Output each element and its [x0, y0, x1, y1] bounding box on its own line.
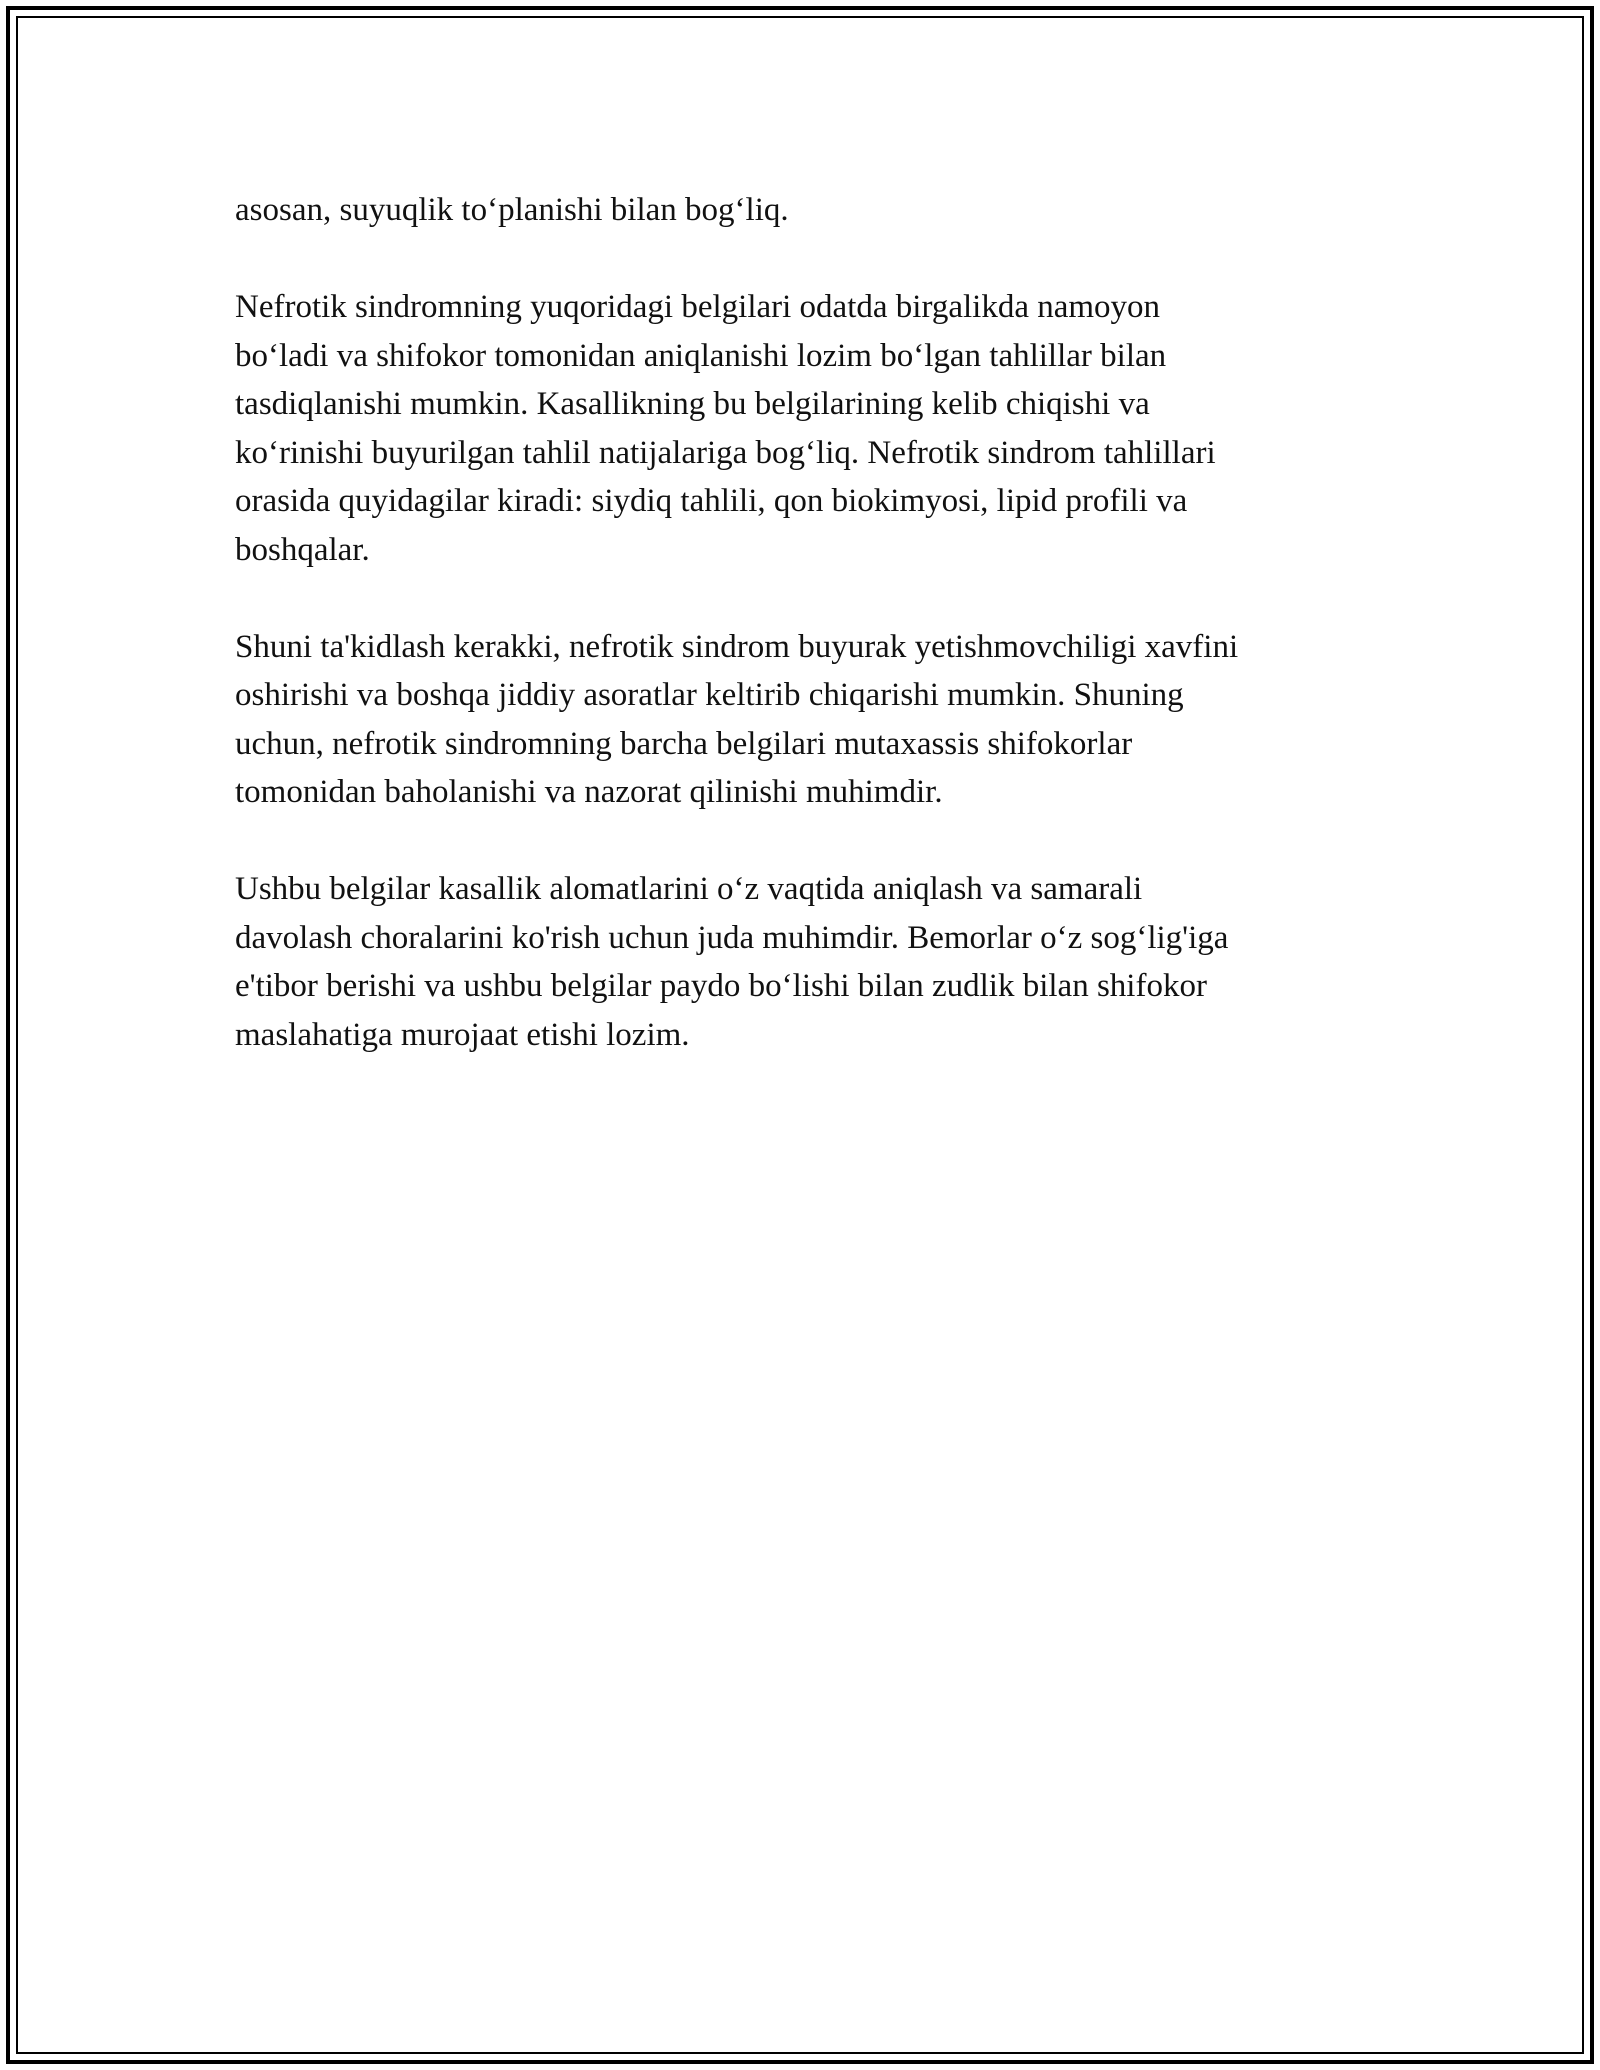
text-line: uchun, nefrotik sindromning barcha belgilari mutaxassis shifokorlar [235, 725, 1133, 762]
text-line: tomonidan baholanishi va nazorat qilinishi muhimdir. [235, 774, 943, 810]
paragraph-4 [235, 865, 1370, 1059]
text-line: maslahatiga murojaat etishi lozim. [235, 1016, 690, 1053]
document-body [235, 186, 1370, 1108]
text-line: Ushbu belgilar kasallik alomatlarini o‘z vaqtida aniqlash va samarali [235, 871, 1143, 907]
text-line: Nefrotik sindromning yuqoridagi belgilari odatda birgalikda namoyon [235, 289, 1161, 325]
paragraph-3 [235, 623, 1370, 817]
text-line: Shuni ta'kidlash kerakki, nefrotik sindrom buyurak yetishmovchiligi xavfini [235, 628, 1239, 665]
text-line: orasida quyidagilar kiradi: siydiq tahlili, qon biokimyosi, lipid profili va [235, 483, 1188, 519]
text-line: asosan, suyuqlik to‘planishi bilan bog‘liq. [235, 192, 789, 228]
text-line: ko‘rinishi buyurilgan tahlil natijalariga bog‘liq. Nefrotik sindrom tahlillari [235, 434, 1216, 471]
text-line: oshirishi va boshqa jiddiy asoratlar keltirib chiqarishi mumkin. Shuning [235, 677, 1184, 713]
text-line: e'tibor berishi va ushbu belgilar paydo bo‘lishi bilan zudlik bilan shifokor [235, 968, 1207, 1004]
paragraph-2 [235, 283, 1370, 574]
paragraph-1 [235, 186, 1370, 235]
text-line: bo‘ladi va shifokor tomonidan aniqlanishi lozim bo‘lgan tahlillar bilan [235, 337, 1167, 374]
text-line: boshqalar. [235, 531, 370, 568]
text-line: tasdiqlanishi mumkin. Kasallikning bu belgilarining kelib chiqishi va [235, 386, 1150, 422]
text-line: davolash choralarini ko'rish uchun juda muhimdir. Bemorlar o‘z sog‘lig'iga [235, 919, 1229, 956]
